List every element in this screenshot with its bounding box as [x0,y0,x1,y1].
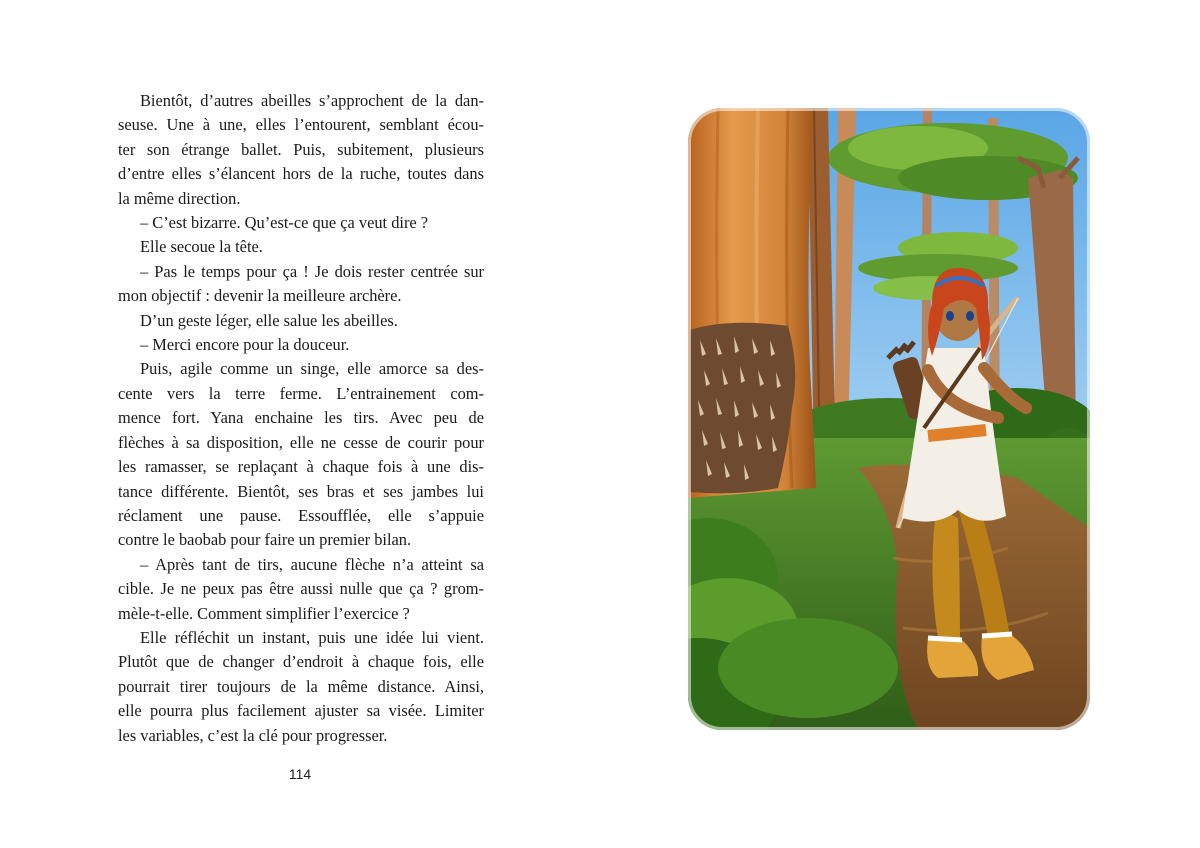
text-line: d’entre elles s’élancent hors de la ruche, toutes dans [118,164,484,184]
text-line: – Pas le temps pour ça ! Je dois rester centrée sur [140,261,484,281]
paragraph [118,235,484,259]
text-line: Plutôt que de changer d’endroit à chaque fois, elle [118,652,484,672]
text-line: les ramasser, se replaçant à chaque fois à une dis- [118,457,484,477]
text-line: – C’est bizarre. Qu’est-ce que ça veut dire ? [140,213,429,233]
text-line: pourrait tirer toujours de la même distance. Ainsi, [118,676,484,696]
paragraph [118,357,484,552]
bush [718,618,898,718]
text-line: Elle réfléchit un instant, puis une idée lui vient. [140,627,484,647]
paragraph [118,211,484,235]
text-line: réclament une pause. Essoufflée, elle s’appuie [118,505,484,525]
text-line: Bientôt, d’autres abeilles s’approchent de la dan- [140,91,484,110]
text-line: mence fort. Yana enchaine les tirs. Avec peu de [118,408,484,428]
paragraph [118,89,484,211]
text-line: Elle secoue la tête. [140,237,263,257]
text-line: ter son étrange ballet. Puis, subitement, plusieurs [118,139,484,159]
text-line: contre le baobab pour faire un premier bilan. [118,530,412,550]
paragraph [118,260,484,309]
text-line: – Merci encore pour la douceur. [140,335,350,355]
page-number: 114 [288,766,312,782]
text-line: les variables, c’est la clé pour progresser. [118,725,388,745]
paragraph [118,309,484,333]
paragraph [118,333,484,357]
illustration [688,108,1090,730]
text-line: cible. Je ne peux pas être aussi nulle que ça ? grom- [118,579,484,599]
text-line: – Après tant de tirs, aucune flèche n’a atteint sa [140,554,484,574]
beehive [690,323,795,494]
text-line: D’un geste léger, elle salue les abeilles. [140,310,398,330]
text-line: mèle-t-elle. Comment simplifier l’exercice ? [118,603,410,623]
paragraph [118,553,484,626]
forest-archer-illustration [688,108,1090,730]
text-line: cente vers la terre ferme. L’entrainement com- [118,383,484,403]
text-line: la même direction. [118,188,241,208]
text-line: elle pourra plus facilement ajuster sa visée. Limiter [118,701,484,721]
paragraph [118,626,484,748]
story-text [118,89,484,748]
right-page [600,0,1200,848]
text-line: mon objectif : devenir la meilleure archère. [118,286,402,306]
text-line: flèches à sa disposition, elle ne cesse de courir pour [118,432,484,452]
text-line: seuse. Une à une, elles l’entourent, semblant écou- [118,115,484,135]
text-line: tance différente. Bientôt, ses bras et ses jambes lui [118,481,484,501]
text-line: Puis, agile comme un singe, elle amorce sa des- [140,359,484,379]
